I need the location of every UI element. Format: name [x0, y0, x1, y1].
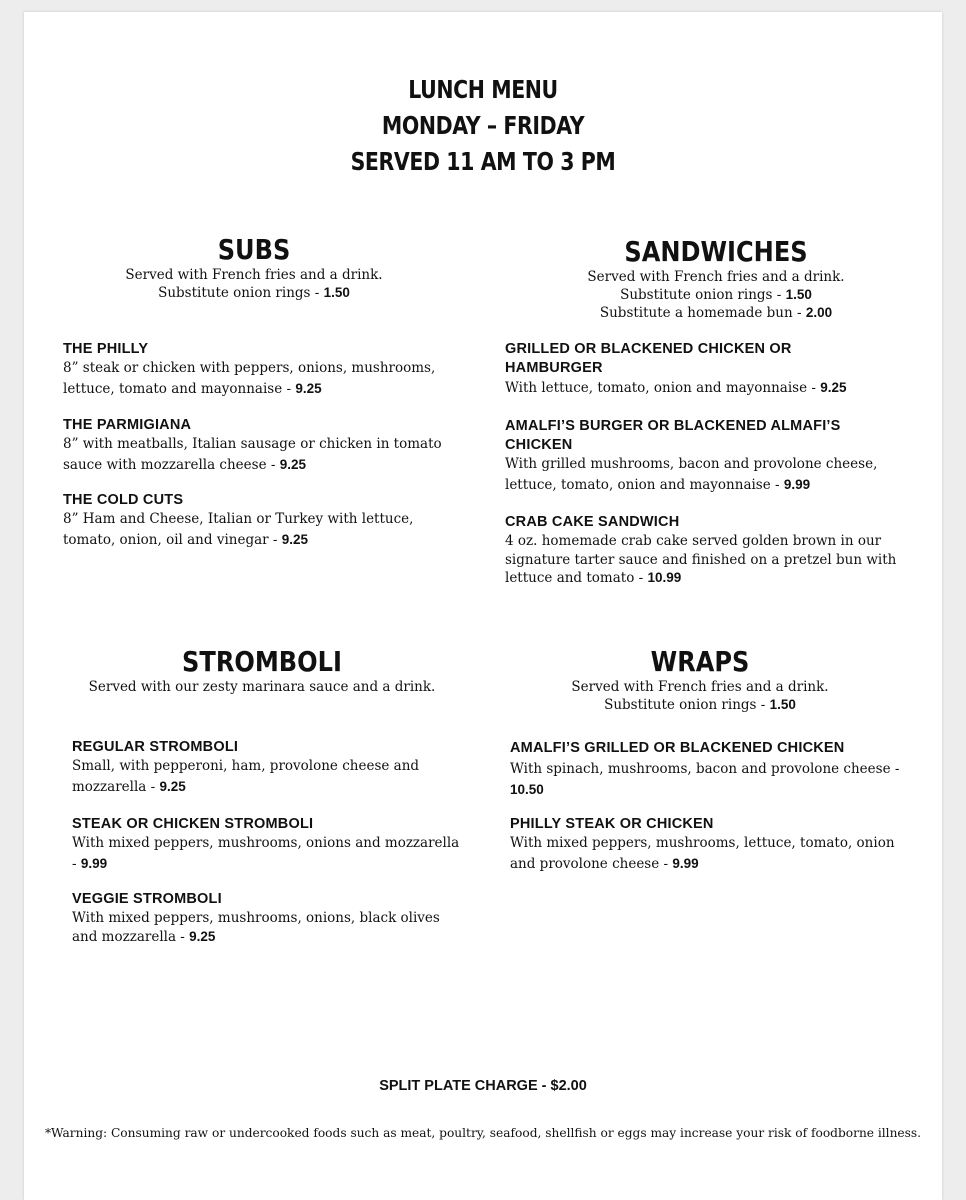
- subs-substitute-note: [62, 284, 446, 302]
- menu-item: [72, 890, 467, 946]
- item-price: 9.25: [281, 531, 309, 547]
- sandwiches-bun-price: 2.00: [805, 305, 833, 320]
- subs-section-header: [62, 234, 446, 302]
- item-description: [505, 455, 900, 495]
- menu-header: [24, 72, 942, 180]
- item-price: 9.99: [783, 476, 811, 492]
- sandwiches-substitute-price: 1.50: [785, 287, 812, 302]
- item-price: 9.25: [159, 778, 186, 794]
- item-desc-text: 8” Ham and Cheese, Italian or Turkey with lettuce, tomato, onion, oil and vinegar -: [63, 511, 414, 548]
- item-name: AMALFI’S BURGER OR BLACKENED ALMAFI’S CHICKEN: [505, 418, 841, 453]
- menu-item: [72, 738, 467, 797]
- item-name: REGULAR STROMBOLI: [72, 739, 239, 755]
- menu-page: [24, 12, 942, 1200]
- item-desc-text: With mixed peppers, mushrooms, onions and mozzarella -: [72, 835, 460, 872]
- subs-substitute-text: Substitute onion rings -: [158, 285, 324, 301]
- subs-note: Served with French fries and a drink.: [125, 267, 383, 283]
- item-desc-text: 4 oz. homemade crab cake served golden brown in our signature tarter sauce and finished on a pretzel bun with lettuce and tomato -: [505, 533, 897, 586]
- subs-title: SUBS: [217, 233, 291, 266]
- item-description: [510, 834, 902, 874]
- sandwiches-note: Served with French fries and a drink.: [587, 269, 845, 285]
- item-name: VEGGIE STROMBOLI: [72, 891, 222, 907]
- menu-item: [505, 513, 900, 588]
- wraps-substitute-price: 1.50: [769, 697, 796, 712]
- item-price: 9.25: [820, 380, 847, 395]
- item-price: 9.25: [279, 456, 306, 472]
- item-desc-text: 8” with meatballs, Italian sausage or chicken in tomato sauce with mozzarella cheese -: [63, 436, 442, 473]
- stromboli-section-header: [62, 646, 462, 696]
- item-price: 10.99: [647, 570, 682, 585]
- item-description: [510, 760, 902, 800]
- item-description: [505, 378, 900, 399]
- menu-item: [505, 417, 900, 495]
- subs-substitute-price: 1.50: [323, 285, 350, 300]
- item-description: [63, 510, 453, 550]
- menu-item: [63, 340, 453, 399]
- item-desc-text: 8” steak or chicken with peppers, onions, mushrooms, lettuce, tomato and mayonnaise -: [63, 360, 436, 397]
- item-name: AMALFI’S GRILLED OR BLACKENED CHICKEN: [510, 740, 845, 756]
- item-name: THE PARMIGIANA: [63, 417, 192, 433]
- sandwiches-substitute-note: [524, 286, 908, 304]
- item-price: 9.99: [80, 855, 108, 871]
- item-description: [505, 532, 900, 588]
- menu-item: [510, 815, 902, 874]
- foodborne-warning: *Warning: Consuming raw or undercooked foods such as meat, poultry, seafood, shellfish or eggs may increase your risk of foodborne illness.: [44, 1126, 922, 1140]
- menu-item: [72, 815, 467, 874]
- item-price: 9.99: [672, 855, 699, 871]
- sandwiches-title: SANDWICHES: [624, 235, 808, 268]
- sandwiches-substitute-text: Substitute onion rings -: [620, 287, 786, 303]
- sandwiches-section-header: [524, 236, 908, 322]
- item-description: [63, 435, 453, 475]
- header-title: LUNCH MENU: [408, 75, 558, 104]
- menu-item: [63, 491, 453, 550]
- item-description: [72, 909, 467, 946]
- item-desc-text: Small, with pepperoni, ham, provolone cheese and mozzarella -: [72, 758, 420, 795]
- item-name: CRAB CAKE SANDWICH: [505, 514, 680, 530]
- stromboli-note: Served with our zesty marinara sauce and a drink.: [88, 679, 436, 695]
- item-price: 9.25: [295, 380, 322, 396]
- header-hours: SERVED 11 AM TO 3 PM: [350, 147, 616, 176]
- item-name: PHILLY STEAK OR CHICKEN: [510, 816, 714, 832]
- sandwiches-bun-text: Substitute a homemade bun -: [599, 305, 806, 321]
- item-name: STEAK OR CHICKEN STROMBOLI: [72, 816, 314, 832]
- menu-item: [505, 340, 900, 399]
- item-name: THE PHILLY: [63, 341, 149, 357]
- item-description: [72, 834, 467, 874]
- wraps-substitute-text: Substitute onion rings -: [604, 697, 770, 713]
- item-desc-text: With spinach, mushrooms, bacon and provolone cheese -: [510, 761, 900, 777]
- split-plate-charge: SPLIT PLATE CHARGE - $2.00: [379, 1078, 587, 1094]
- item-desc-text: With grilled mushrooms, bacon and provolone cheese, lettuce, tomato, onion and mayonnaise -: [505, 456, 878, 493]
- menu-item: [63, 416, 453, 475]
- item-desc-text: With mixed peppers, mushrooms, onions, black olives and mozzarella -: [72, 910, 440, 945]
- wraps-title: WRAPS: [650, 645, 750, 678]
- menu-item: [510, 739, 902, 800]
- wraps-note: Served with French fries and a drink.: [571, 679, 829, 695]
- stromboli-title: STROMBOLI: [182, 645, 342, 678]
- wraps-substitute-note: [523, 696, 877, 714]
- item-description: [72, 757, 467, 797]
- item-description: [63, 359, 453, 399]
- wraps-section-header: [523, 646, 877, 714]
- item-price: 10.50: [510, 781, 544, 797]
- item-name: THE COLD CUTS: [63, 492, 184, 508]
- item-desc-text: With mixed peppers, mushrooms, lettuce, tomato, onion and provolone cheese -: [510, 835, 895, 872]
- item-desc-text: With lettuce, tomato, onion and mayonnaise -: [505, 380, 821, 396]
- item-price: 9.25: [189, 928, 216, 944]
- item-name: GRILLED OR BLACKENED CHICKEN OR HAMBURGER: [505, 341, 792, 376]
- header-days: MONDAY – FRIDAY: [381, 111, 585, 140]
- sandwiches-bun-note: [524, 304, 908, 322]
